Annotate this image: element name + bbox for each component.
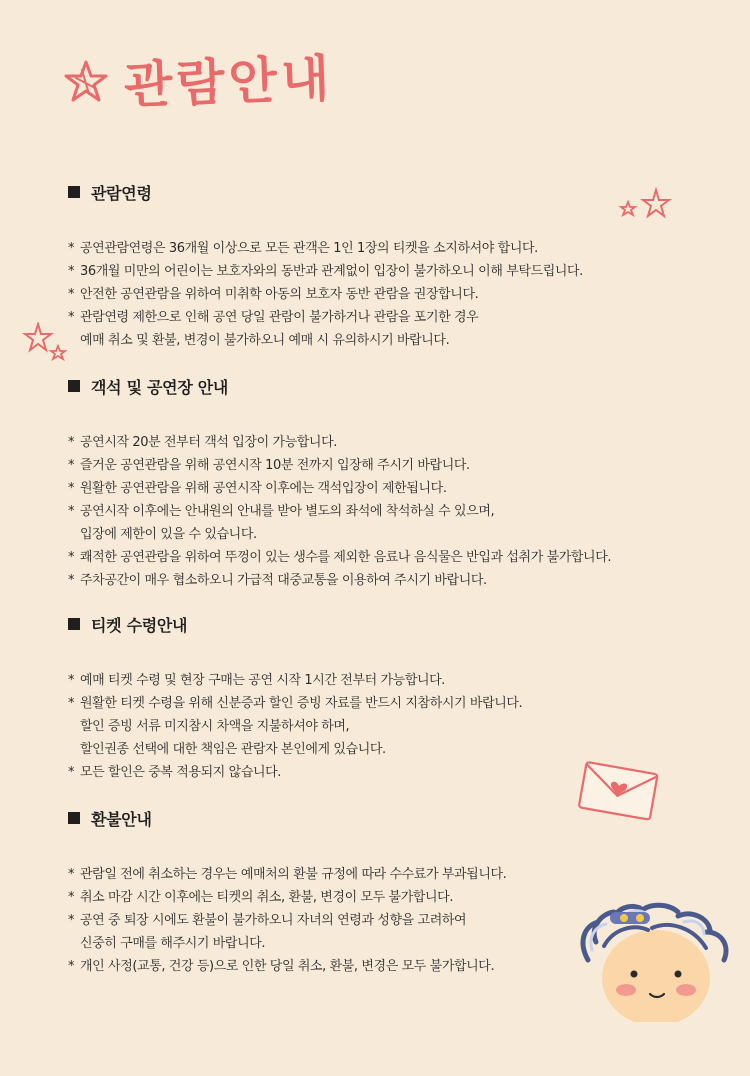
asterisk-bullet: * [68, 264, 75, 279]
asterisk-bullet: * [68, 867, 75, 882]
list-item [68, 306, 738, 352]
section-title: 객석 및 공연장 안내 [91, 377, 229, 397]
list-item [68, 431, 738, 454]
envelope-doodle-icon [574, 756, 664, 828]
list-item-text: 개인 사정(교통, 건강 등)으로 인한 당일 취소, 환불, 변경은 모두 불가합니다. [80, 959, 495, 974]
character-face-illustration [574, 902, 734, 1022]
list-item-text: 36개월 미만의 어린이는 보호자와의 동반과 관계없이 입장이 불가하오니 이해 부탁드립니다. [80, 264, 583, 279]
square-bullet-icon [68, 380, 80, 392]
list-item-text: 관람일 전에 취소하는 경우는 예매처의 환불 규정에 따라 수수료가 부과됩니다. [80, 867, 507, 882]
star-doodle-icon [618, 186, 674, 226]
list-item [68, 260, 738, 283]
section-heading [68, 612, 738, 636]
square-bullet-icon [68, 812, 80, 824]
list-item-text: 관람연령 제한으로 인해 공연 당일 관람이 불가하거나 관람을 포기한 경우 [80, 310, 479, 325]
list-item [68, 500, 738, 546]
list-item [68, 863, 738, 886]
list-item-text: 공연시작 20분 전부터 객석 입장이 가능합니다. [80, 435, 337, 450]
list-item-text: 원활한 티켓 수령을 위해 신분증과 할인 증빙 자료를 반드시 지참하시기 바랍니다. [80, 696, 523, 711]
item-list [68, 431, 738, 592]
square-bullet-icon [68, 186, 80, 198]
item-list [68, 237, 738, 352]
list-item-text: 입장에 제한이 있을 수 있습니다. [80, 527, 257, 542]
list-item-text: 신중히 구매를 해주시기 바랍니다. [80, 936, 266, 951]
asterisk-bullet: * [68, 913, 75, 928]
list-item [68, 569, 738, 592]
list-item-text: 취소 마감 시간 이후에는 티켓의 취소, 환불, 변경이 모두 불가합니다. [80, 890, 454, 905]
asterisk-bullet: * [68, 458, 75, 473]
section-title: 관람연령 [91, 183, 152, 203]
asterisk-bullet: * [68, 890, 75, 905]
asterisk-bullet: * [68, 573, 75, 588]
list-item-text: 예매 취소 및 환불, 변경이 불가하오니 예매 시 유의하시기 바랍니다. [80, 333, 450, 348]
asterisk-bullet: * [68, 287, 75, 302]
asterisk-bullet: * [68, 673, 75, 688]
list-item-text: 쾌적한 공연관람을 위하여 뚜껑이 있는 생수를 제외한 음료나 음식물은 반입과 섭취가 불가합니다. [80, 550, 612, 565]
list-item [68, 669, 738, 692]
asterisk-bullet: * [68, 241, 75, 256]
square-bullet-icon [68, 618, 80, 630]
page-header [62, 50, 362, 120]
section-title: 티켓 수령안내 [91, 615, 188, 635]
asterisk-bullet: * [68, 504, 75, 519]
section-title: 환불안내 [91, 809, 152, 829]
asterisk-bullet: * [68, 959, 75, 974]
list-item-text: 공연관람연령은 36개월 이상으로 모든 관객은 1인 1장의 티켓을 소지하셔야 합니다. [80, 241, 538, 256]
list-item [68, 283, 738, 306]
list-item [68, 237, 738, 260]
list-item [68, 477, 738, 500]
asterisk-bullet: * [68, 765, 75, 780]
list-item [68, 692, 738, 761]
list-item-text: 즐거운 공연관람을 위해 공연시작 10분 전까지 입장해 주시기 바랍니다. [80, 458, 470, 473]
list-item [68, 546, 738, 569]
asterisk-bullet: * [68, 310, 75, 325]
list-item-text: 주차공간이 매우 협소하오니 가급적 대중교통을 이용하여 주시기 바랍니다. [80, 573, 487, 588]
section [68, 374, 738, 592]
list-item-text: 예매 티켓 수령 및 현장 구매는 공연 시작 1시간 전부터 가능합니다. [80, 673, 446, 688]
section-heading [68, 374, 738, 398]
list-item-text: 원활한 공연관람을 위해 공연시작 이후에는 객석입장이 제한됩니다. [80, 481, 447, 496]
asterisk-bullet: * [68, 435, 75, 450]
asterisk-bullet: * [68, 481, 75, 496]
star-doodle-icon [22, 322, 72, 368]
list-item-text: 할인 증빙 서류 미지참시 차액을 지불하셔야 하며, [80, 719, 350, 734]
asterisk-bullet: * [68, 696, 75, 711]
hand-drawn-star-icon [62, 58, 110, 106]
list-item [68, 454, 738, 477]
list-item-text: 할인권종 선택에 대한 책임은 관람자 본인에게 있습니다. [80, 742, 386, 757]
list-item-text: 공연시작 이후에는 안내원의 안내를 받아 별도의 좌석에 착석하실 수 있으며, [80, 504, 495, 519]
list-item-text: 모든 할인은 중복 적용되지 않습니다. [80, 765, 282, 780]
page-title: 관람안내 [123, 49, 335, 115]
list-item-text: 안전한 공연관람을 위하여 미취학 아동의 보호자 동반 관람을 권장합니다. [80, 287, 479, 302]
list-item-text: 공연 중 퇴장 시에도 환불이 불가하오니 자녀의 연령과 성향을 고려하여 [80, 913, 467, 928]
asterisk-bullet: * [68, 550, 75, 565]
